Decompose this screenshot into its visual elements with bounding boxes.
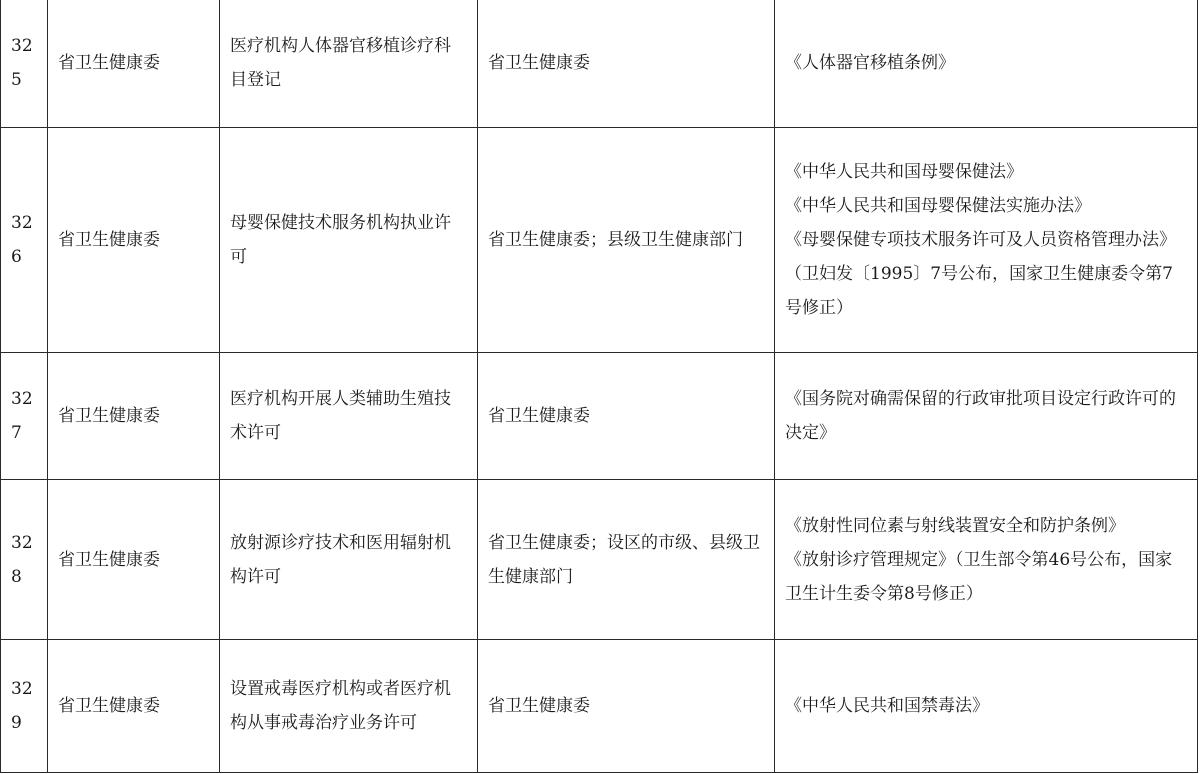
permit-item-cell: 医疗机构人体器官移植诊疗科目登记 — [220, 0, 478, 128]
table-row-325 — [1, 0, 1198, 128]
legal-basis-entry: 《国务院对确需保留的行政审批项目设定行政许可的决定》 — [785, 389, 1176, 443]
legal-basis-entry: 《中华人民共和国禁毒法》 — [785, 696, 989, 716]
legal-basis-entry: 《母婴保健专项技术服务许可及人员资格管理办法》（卫妇发〔1995〕7号公布，国家卫生健康委令第7号修正） — [785, 230, 1176, 318]
legal-basis-entry: 《人体器官移植条例》 — [785, 53, 955, 73]
department-cell: 省卫生健康委 — [48, 640, 220, 773]
department-cell: 省卫生健康委 — [48, 353, 220, 480]
legal-basis-entry: 《放射性同位素与射线装置安全和防护条例》 — [785, 515, 1125, 536]
legal-basis-entry: 《中华人民共和国母婴保健法实施办法》 — [785, 196, 1091, 216]
legal-basis-entry: 《中华人民共和国母婴保健法》 — [785, 162, 1023, 182]
legal-basis-cell — [775, 640, 1198, 773]
implementing-body-cell: 省卫生健康委 — [478, 640, 775, 773]
legal-basis-entry: 《放射诊疗管理规定》（卫生部令第46号公布，国家卫生计生委令第8号修正） — [785, 549, 1173, 604]
row-number: 329 — [1, 640, 48, 773]
implementing-body-cell: 省卫生健康委 — [478, 0, 775, 128]
table-row-329 — [1, 640, 1198, 773]
implementing-body-cell: 省卫生健康委；县级卫生健康部门 — [478, 128, 775, 353]
implementing-body-cell: 省卫生健康委；设区的市级、县级卫生健康部门 — [478, 480, 775, 640]
implementing-body-cell: 省卫生健康委 — [478, 353, 775, 480]
department-cell: 省卫生健康委 — [48, 480, 220, 640]
department-cell: 省卫生健康委 — [48, 128, 220, 353]
row-number: 327 — [1, 353, 48, 480]
table-row-327 — [1, 353, 1198, 480]
row-number: 328 — [1, 480, 48, 640]
table-row-328 — [1, 480, 1198, 640]
permit-item-cell: 放射源诊疗技术和医用辐射机构许可 — [220, 480, 478, 640]
legal-basis-cell — [775, 480, 1198, 640]
row-number: 326 — [1, 128, 48, 353]
permit-item-cell: 母婴保健技术服务机构执业许可 — [220, 128, 478, 353]
permit-item-cell: 医疗机构开展人类辅助生殖技术许可 — [220, 353, 478, 480]
table-row-326 — [1, 128, 1198, 353]
department-cell: 省卫生健康委 — [48, 0, 220, 128]
row-number: 325 — [1, 0, 48, 128]
legal-basis-cell — [775, 128, 1198, 353]
legal-basis-cell — [775, 353, 1198, 480]
permit-item-cell: 设置戒毒医疗机构或者医疗机构从事戒毒治疗业务许可 — [220, 640, 478, 773]
legal-basis-cell — [775, 0, 1198, 128]
